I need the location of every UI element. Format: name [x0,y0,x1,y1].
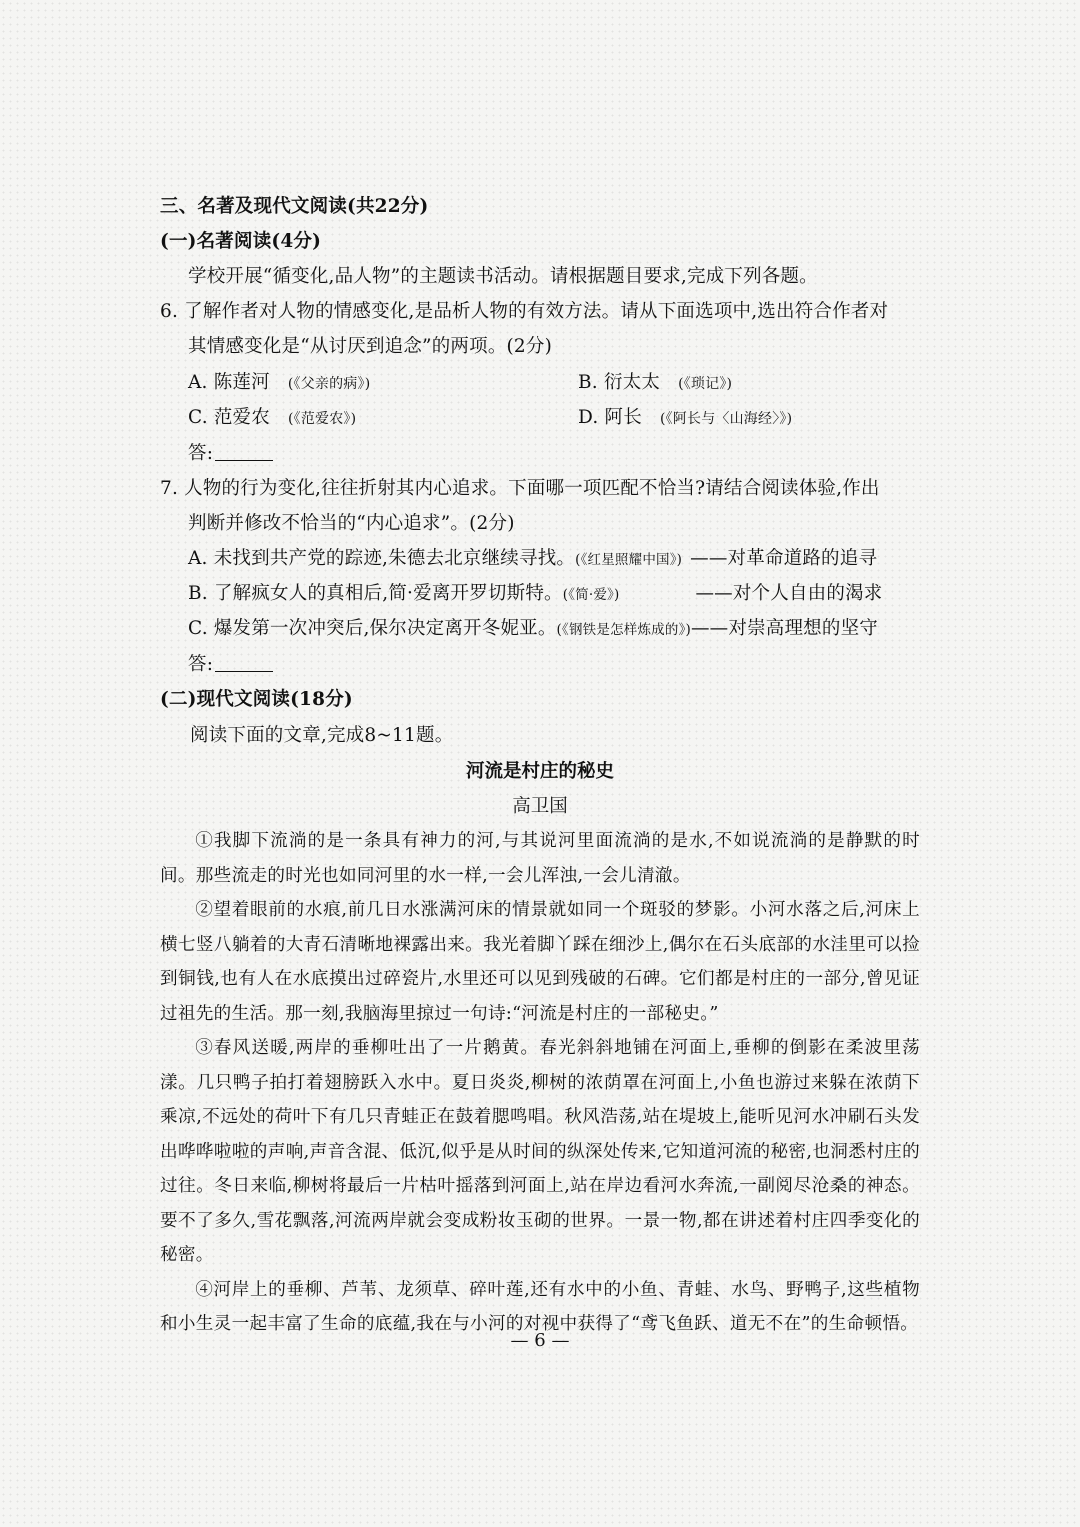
q7-option-b: B. 了解疯女人的真相后,简·爱离开罗切斯特。 [188,583,563,604]
article-paragraph-3: ③春风送暖,两岸的垂柳吐出了一片鹅黄。春光斜斜地铺在河面上,垂柳的倒影在柔波里荡漾。几只鸭子拍打着翅膀跃入水中。夏日炎炎,柳树的浓荫罩在河面上,小鱼也游过来躲在浓荫下乘凉,不远处的荷叶下有几只青蛙正在鼓着腮鸣唱。秋风浩荡,站在堤坡上,能听见河水冲刷石头发出哗哗啦啦的声响,声音含混、低沉,似乎是从时间的纵深处传来,它知道河流的秘密,也洞悉村庄的过往。冬日来临,柳树将最后一片枯叶摇落到河面上,站在岸边看河水奔流,一副阅尽沧桑的神态。要不了多久,雪花飘落,河流两岸就会变成粉妆玉砌的世界。一景一物,都在讲述着村庄四季变化的秘密。 [160,1038,920,1265]
q7-option-c-tail: ——对崇高理想的坚守 [690,618,878,639]
page-number: — 6 — [510,1330,570,1351]
q7-option-a-row [188,544,877,575]
q7-line1: 7. 人物的行为变化,往往折射其内心追求。下面哪一项匹配不恰当?请结合阅读体验,作出 [160,478,880,499]
article-paragraph-4: ④河岸上的垂柳、芦苇、龙须草、碎叶莲,还有水中的小鱼、青蛙、水鸟、野鸭子,这些植物和小生灵一起丰富了生命的底蕴,我在与小河的对视中获得了“鸢飞鱼跃、道无不在”的生命顿悟。 [160,1279,920,1334]
q7-option-b-row [188,579,882,610]
q7-option-b-tail: ——对个人自由的渴求 [695,583,883,604]
q6-answer-blank[interactable] [215,442,273,461]
section-title: 三、名著及现代文阅读(共22分) [160,196,429,217]
q7-option-a-source: (《红星照耀中国》) [575,552,683,568]
q6-option-a: A. 陈莲河 [188,372,270,393]
article-title: 河流是村庄的秘史 [465,761,614,782]
q6-options-row2 [188,403,928,434]
q6-option-a-source: (《父亲的病》) [287,376,371,392]
q7-answer [188,650,273,680]
q6-answer [188,439,273,469]
q6-option-c: C. 范爱农 [188,407,270,428]
q6-option-c-source: (《范爱农》) [287,411,357,427]
q7-option-a: A. 未找到共产党的踪迹,朱德去北京继续寻找。 [188,548,576,569]
q7-option-b-source: (《简·爱》) [562,587,620,603]
q6-line2: 其情感变化是“从讨厌到追念”的两项。(2分) [188,336,553,357]
q6-answer-label: 答: [188,443,214,464]
part2-title: (二)现代文阅读(18分) [160,689,353,710]
q7-answer-blank[interactable] [215,653,273,672]
q7-option-a-tail: ——对革命道路的追寻 [690,548,878,569]
q6-option-d: D. 阿长 [578,407,642,428]
q6-line1: 6. 了解作者对人物的情感变化,是品析人物的有效方法。请从下面选项中,选出符合作者对 [160,301,889,322]
article-paragraph-1: ①我脚下流淌的是一条具有神力的河,与其说河里面流淌的是水,不如说流淌的是静默的时间。那些流走的时光也如同河里的水一样,一会儿浑浊,一会儿清澈。 [160,831,920,886]
q6-options-row1 [188,368,928,399]
part1-title: (一)名著阅读(4分) [160,231,322,252]
article-paragraph-2: ②望着眼前的水痕,前几日水涨满河床的情景就如同一个斑驳的梦影。小河水落之后,河床上横七竖八躺着的大青石清晰地裸露出来。我光着脚丫踩在细沙上,偶尔在石头底部的水洼里可以捡到铜钱,也有人在水底摸出过碎瓷片,水里还可以见到残破的石碑。它们都是村庄的一部分,曾见证过祖先的生活。那一刻,我脑海里掠过一句诗:“河流是村庄的一部秘史。” [160,900,920,1024]
q7-option-c-row [188,614,878,645]
q6-option-b: B. 衍太太 [578,372,661,393]
q7-line2: 判断并修改不恰当的“内心追求”。(2分) [188,513,515,534]
part1-intro: 学校开展“循变化,品人物”的主题读书活动。请根据题目要求,完成下列各题。 [188,266,818,287]
q6-option-d-source: (《阿长与〈山海经〉》) [659,411,793,427]
article-author: 高卫国 [512,796,568,817]
q6-option-b-source: (《琐记》) [678,376,733,392]
q7-answer-label: 答: [188,654,214,675]
q7-option-c-source: (《钢铁是怎样炼成的》) [556,622,691,638]
q7-option-c: C. 爆发第一次冲突后,保尔决定离开冬妮亚。 [188,618,557,639]
article-body [160,824,920,1342]
part2-intro: 阅读下面的文章,完成8~11题。 [190,725,454,746]
